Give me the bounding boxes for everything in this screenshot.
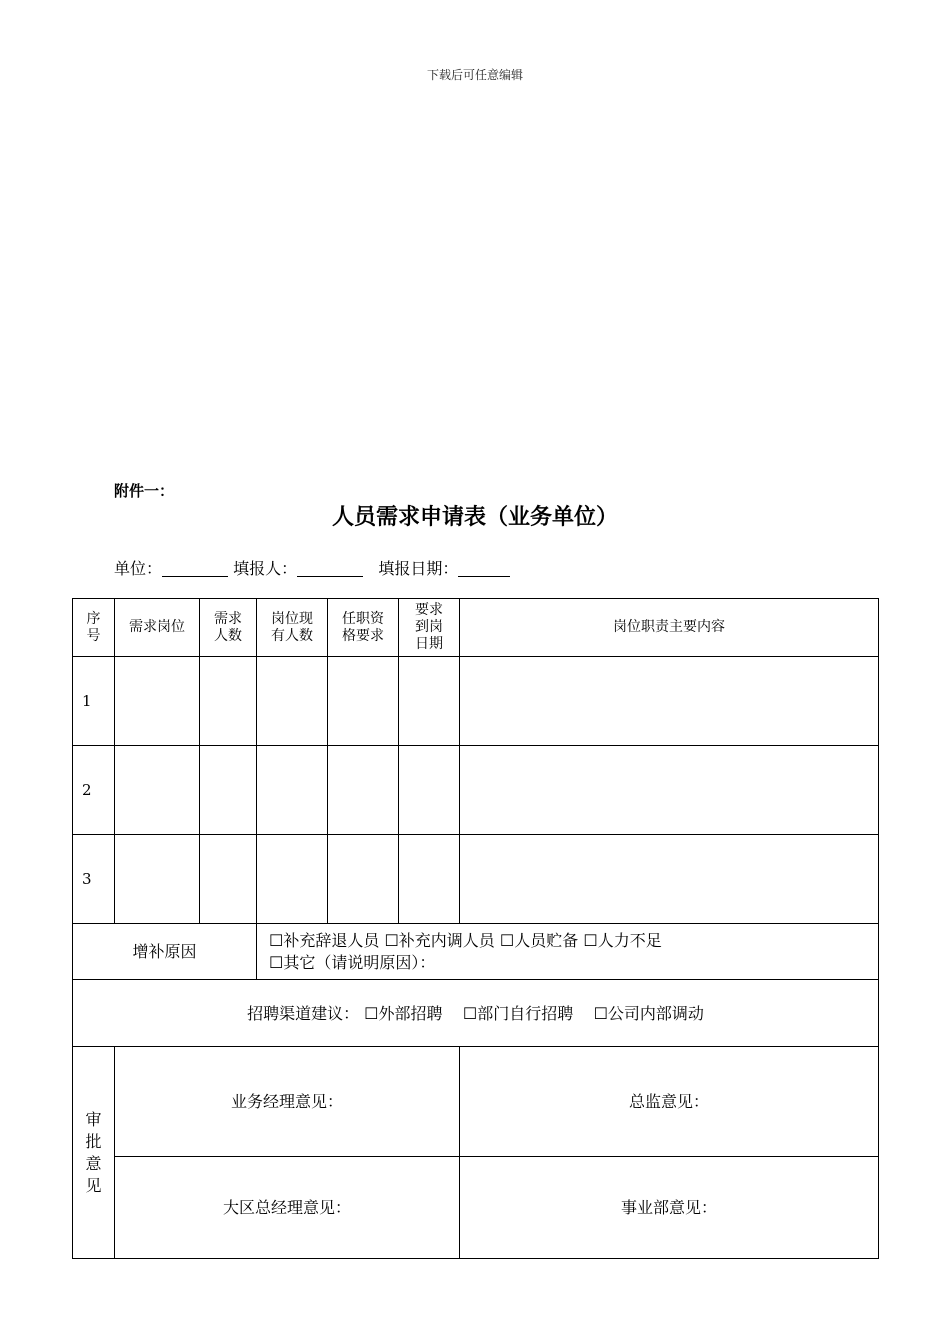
- cell-qualification[interactable]: [328, 746, 399, 835]
- cell-qualification[interactable]: [328, 835, 399, 924]
- reason-option-other[interactable]: ☐其它（请说明原因）：: [269, 952, 436, 972]
- reporter-label: 填报人：: [233, 559, 298, 578]
- business-manager-opinion[interactable]: 业务经理意见：: [115, 1047, 460, 1157]
- cell-duties[interactable]: [460, 657, 879, 746]
- header-duties: 岗位职责主要内容: [460, 599, 879, 657]
- form-meta-line: [114, 556, 510, 579]
- table-row: [73, 835, 879, 924]
- approval-row: [73, 1157, 879, 1259]
- cell-arrival-date[interactable]: [399, 746, 460, 835]
- header-position: 需求岗位: [115, 599, 200, 657]
- reason-option-transfer[interactable]: ☐补充内调人员: [384, 930, 495, 950]
- channel-cell: [73, 980, 879, 1047]
- date-label: 填报日期：: [378, 559, 459, 578]
- header-seq: 序 号: [73, 599, 115, 657]
- unit-field[interactable]: [162, 560, 228, 577]
- cell-current[interactable]: [257, 835, 328, 924]
- reason-option-shortage[interactable]: ☐人力不足: [583, 930, 662, 950]
- row-number: 3: [73, 835, 115, 924]
- channel-option-department[interactable]: ☐部门自行招聘: [462, 1003, 574, 1023]
- attachment-label: 附件一：: [114, 482, 175, 500]
- cell-current[interactable]: [257, 746, 328, 835]
- cell-count[interactable]: [200, 746, 257, 835]
- cell-arrival-date[interactable]: [399, 835, 460, 924]
- division-opinion[interactable]: 事业部意见：: [460, 1157, 879, 1259]
- row-number: 2: [73, 746, 115, 835]
- cell-arrival-date[interactable]: [399, 657, 460, 746]
- channel-row: [73, 980, 879, 1047]
- cell-position[interactable]: [115, 657, 200, 746]
- cell-qualification[interactable]: [328, 657, 399, 746]
- regional-gm-opinion[interactable]: 大区总经理意见：: [115, 1157, 460, 1259]
- channel-label: 招聘渠道建议：: [247, 1003, 360, 1023]
- cell-position[interactable]: [115, 746, 200, 835]
- approval-row: [73, 1047, 879, 1157]
- cell-position[interactable]: [115, 835, 200, 924]
- approval-side-label: 审 批 意 见: [73, 1047, 115, 1259]
- form-title: 人员需求申请表（业务单位）: [331, 505, 618, 530]
- requisition-table: [72, 598, 879, 1259]
- table-row: [73, 657, 879, 746]
- unit-label: 单位：: [114, 559, 163, 578]
- reason-label: 增补原因: [73, 924, 257, 980]
- header-qualification: 任职资 格要求: [328, 599, 399, 657]
- watermark-text: 下载后可任意编辑: [426, 68, 523, 82]
- reason-row: [73, 924, 879, 980]
- channel-option-external[interactable]: ☐外部招聘: [364, 1003, 443, 1023]
- reason-option-resigned[interactable]: ☐补充辞退人员: [269, 930, 380, 950]
- cell-duties[interactable]: [460, 746, 879, 835]
- date-field[interactable]: [458, 560, 510, 577]
- header-row: [73, 599, 879, 657]
- cell-count[interactable]: [200, 657, 257, 746]
- channel-option-internal[interactable]: ☐公司内部调动: [593, 1003, 704, 1023]
- cell-current[interactable]: [257, 657, 328, 746]
- reason-options: [257, 924, 879, 980]
- header-count: 需求 人数: [200, 599, 257, 657]
- director-opinion[interactable]: 总监意见：: [460, 1047, 879, 1157]
- reason-option-reserve[interactable]: ☐人员贮备: [499, 930, 579, 950]
- reporter-field[interactable]: [297, 560, 363, 577]
- cell-count[interactable]: [200, 835, 257, 924]
- header-arrival-date: 要求 到岗 日期: [399, 599, 460, 657]
- table-row: [73, 746, 879, 835]
- header-current: 岗位现 有人数: [257, 599, 328, 657]
- cell-duties[interactable]: [460, 835, 879, 924]
- row-number: 1: [73, 657, 115, 746]
